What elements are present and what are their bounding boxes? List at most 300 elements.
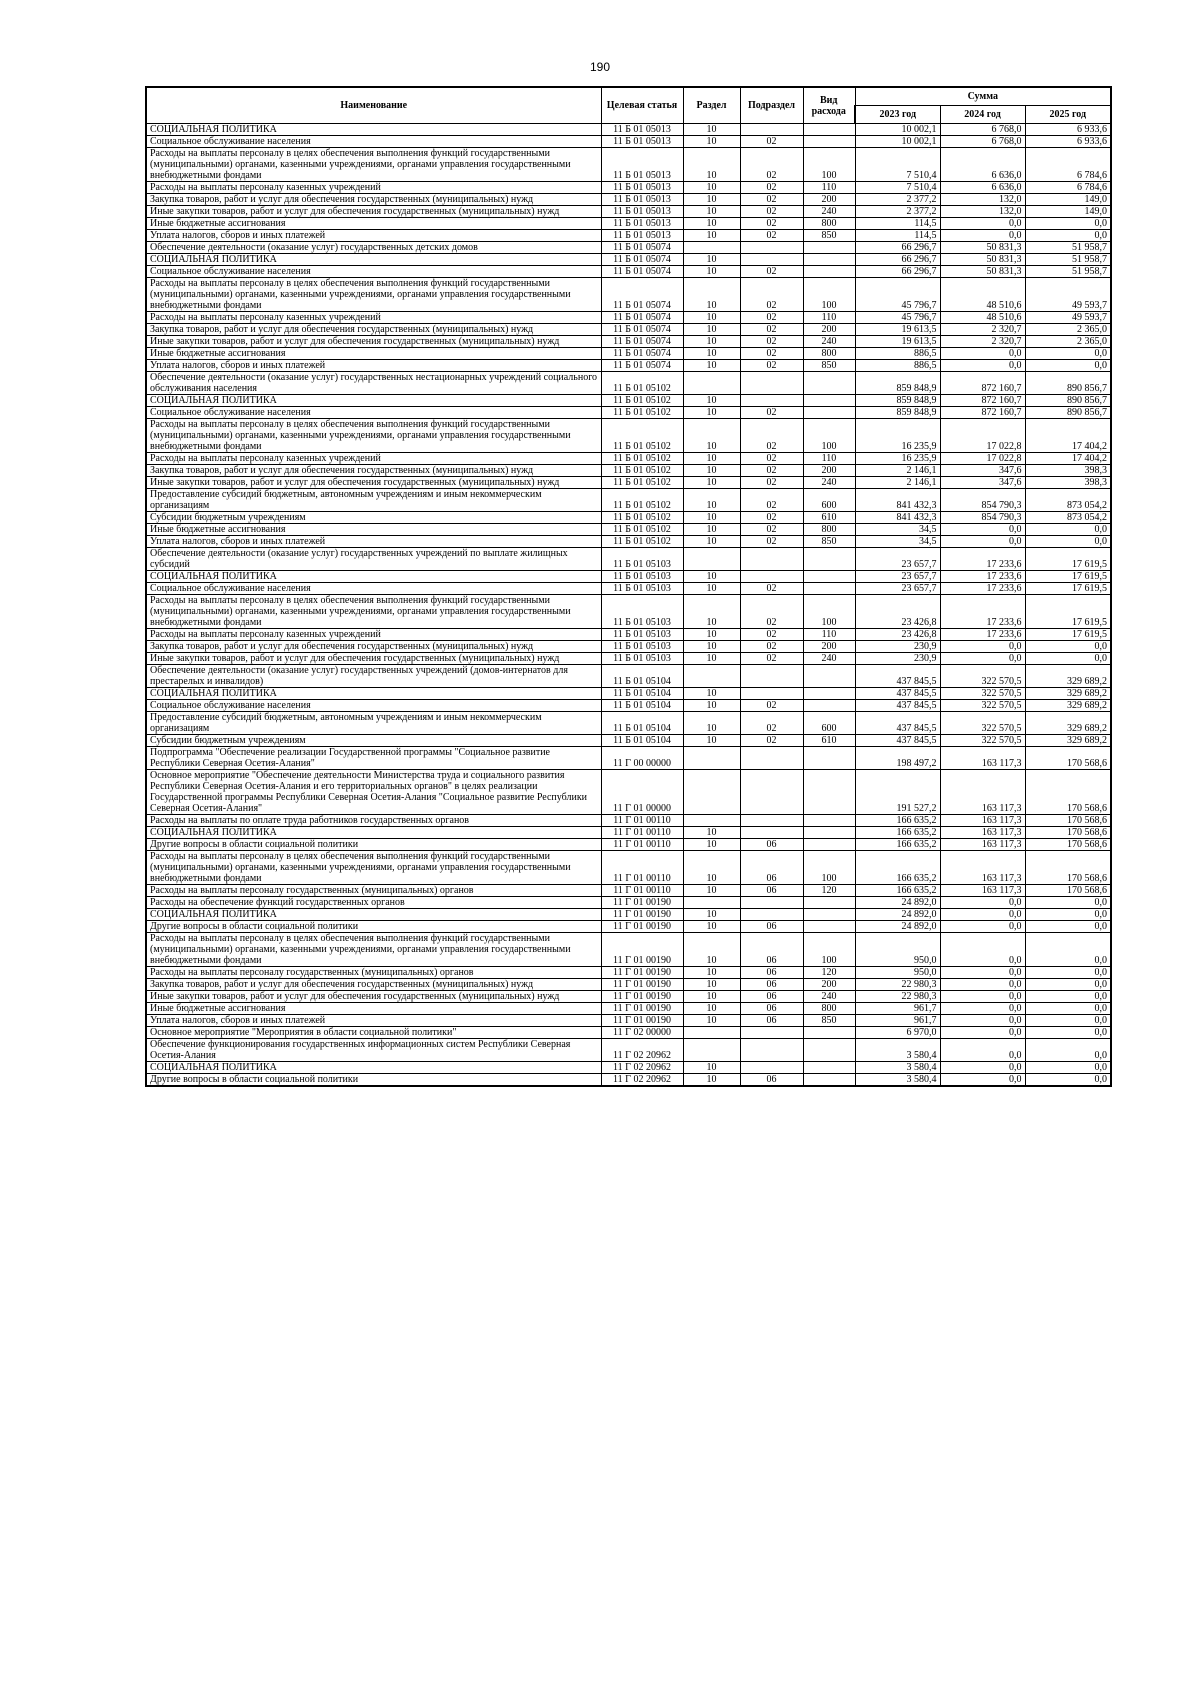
row-sum-2023: 886,5 bbox=[855, 360, 940, 372]
row-name: Предоставление субсидий бюджетным, автономным учреждениям и иным некоммерческим организациям bbox=[146, 712, 601, 735]
table-row bbox=[146, 909, 1111, 921]
row-sum-2023: 10 002,1 bbox=[855, 136, 940, 148]
row-sum-2023: 114,5 bbox=[855, 230, 940, 242]
row-name: Расходы на выплаты персоналу в целях обеспечения выполнения функций государственными (муниципальными) органами, казенными учреждениями, органами управления государственными внебюджетными фондами bbox=[146, 595, 601, 629]
row-expense-type bbox=[803, 1062, 855, 1074]
row-sum-2025: 0,0 bbox=[1025, 524, 1111, 536]
row-expense-type: 600 bbox=[803, 489, 855, 512]
row-section: 10 bbox=[683, 735, 740, 747]
table-row bbox=[146, 1039, 1111, 1062]
row-target-code: 11 Б 01 05104 bbox=[601, 665, 683, 688]
row-section: 10 bbox=[683, 194, 740, 206]
row-sum-2024: 0,0 bbox=[940, 921, 1025, 933]
row-subsection bbox=[740, 242, 803, 254]
row-name: Расходы на выплаты персоналу государственных (муниципальных) органов bbox=[146, 967, 601, 979]
table-row bbox=[146, 194, 1111, 206]
row-subsection: 02 bbox=[740, 712, 803, 735]
table-row bbox=[146, 465, 1111, 477]
row-sum-2025: 890 856,7 bbox=[1025, 395, 1111, 407]
row-name: Расходы на выплаты персоналу в целях обеспечения выполнения функций государственными (муниципальными) органами, казенными учреждениями, органами управления государственными внебюджетными фондами bbox=[146, 933, 601, 967]
row-section bbox=[683, 1039, 740, 1062]
row-expense-type bbox=[803, 372, 855, 395]
row-sum-2025: 398,3 bbox=[1025, 465, 1111, 477]
table-row bbox=[146, 1074, 1111, 1087]
row-name: Закупка товаров, работ и услуг для обеспечения государственных (муниципальных) нужд bbox=[146, 979, 601, 991]
row-target-code: 11 Б 01 05103 bbox=[601, 583, 683, 595]
table-row bbox=[146, 815, 1111, 827]
table-row bbox=[146, 278, 1111, 312]
row-section: 10 bbox=[683, 148, 740, 182]
row-expense-type: 850 bbox=[803, 1015, 855, 1027]
row-target-code: 11 Г 02 20962 bbox=[601, 1074, 683, 1087]
row-subsection: 02 bbox=[740, 512, 803, 524]
row-section bbox=[683, 770, 740, 815]
row-target-code: 11 Б 01 05102 bbox=[601, 536, 683, 548]
row-sum-2025: 6 784,6 bbox=[1025, 182, 1111, 194]
row-section: 10 bbox=[683, 336, 740, 348]
row-expense-type: 850 bbox=[803, 360, 855, 372]
row-sum-2025: 170 568,6 bbox=[1025, 770, 1111, 815]
row-subsection: 06 bbox=[740, 1015, 803, 1027]
row-section bbox=[683, 747, 740, 770]
row-section: 10 bbox=[683, 921, 740, 933]
row-section: 10 bbox=[683, 827, 740, 839]
row-sum-2024: 17 022,8 bbox=[940, 453, 1025, 465]
row-subsection: 06 bbox=[740, 991, 803, 1003]
row-section: 10 bbox=[683, 851, 740, 885]
row-sum-2024: 0,0 bbox=[940, 909, 1025, 921]
row-name: Уплата налогов, сборов и иных платежей bbox=[146, 360, 601, 372]
row-expense-type bbox=[803, 827, 855, 839]
table-row bbox=[146, 967, 1111, 979]
row-expense-type bbox=[803, 665, 855, 688]
row-name: Закупка товаров, работ и услуг для обеспечения государственных (муниципальных) нужд bbox=[146, 324, 601, 336]
row-sum-2025: 890 856,7 bbox=[1025, 372, 1111, 395]
row-sum-2023: 45 796,7 bbox=[855, 312, 940, 324]
row-subsection: 06 bbox=[740, 1003, 803, 1015]
row-expense-type bbox=[803, 1027, 855, 1039]
row-subsection: 02 bbox=[740, 182, 803, 194]
row-sum-2024: 0,0 bbox=[940, 653, 1025, 665]
row-target-code: 11 Б 01 05103 bbox=[601, 548, 683, 571]
row-sum-2025: 0,0 bbox=[1025, 653, 1111, 665]
row-target-code: 11 Г 01 00190 bbox=[601, 967, 683, 979]
row-expense-type: 240 bbox=[803, 336, 855, 348]
row-name: Иные закупки товаров, работ и услуг для обеспечения государственных (муниципальных) нужд bbox=[146, 991, 601, 1003]
row-subsection: 02 bbox=[740, 148, 803, 182]
table-row bbox=[146, 336, 1111, 348]
row-section: 10 bbox=[683, 266, 740, 278]
row-target-code: 11 Б 01 05013 bbox=[601, 136, 683, 148]
table-row bbox=[146, 770, 1111, 815]
row-name: Субсидии бюджетным учреждениям bbox=[146, 735, 601, 747]
row-subsection: 02 bbox=[740, 266, 803, 278]
row-sum-2023: 437 845,5 bbox=[855, 688, 940, 700]
row-section: 10 bbox=[683, 182, 740, 194]
row-sum-2024: 0,0 bbox=[940, 933, 1025, 967]
row-section: 10 bbox=[683, 524, 740, 536]
row-target-code: 11 Б 01 05104 bbox=[601, 712, 683, 735]
row-subsection: 02 bbox=[740, 194, 803, 206]
row-sum-2025: 6 933,6 bbox=[1025, 124, 1111, 136]
row-target-code: 11 Г 01 00110 bbox=[601, 815, 683, 827]
row-subsection: 06 bbox=[740, 921, 803, 933]
row-section: 10 bbox=[683, 489, 740, 512]
row-subsection bbox=[740, 548, 803, 571]
table-row bbox=[146, 1003, 1111, 1015]
row-name: СОЦИАЛЬНАЯ ПОЛИТИКА bbox=[146, 827, 601, 839]
row-subsection bbox=[740, 909, 803, 921]
row-sum-2025: 170 568,6 bbox=[1025, 851, 1111, 885]
row-section: 10 bbox=[683, 407, 740, 419]
row-target-code: 11 Б 01 05074 bbox=[601, 254, 683, 266]
row-sum-2025: 0,0 bbox=[1025, 641, 1111, 653]
row-section: 10 bbox=[683, 453, 740, 465]
row-name: Предоставление субсидий бюджетным, автономным учреждениям и иным некоммерческим организациям bbox=[146, 489, 601, 512]
row-target-code: 11 Б 01 05074 bbox=[601, 324, 683, 336]
row-section: 10 bbox=[683, 700, 740, 712]
row-target-code: 11 Г 00 00000 bbox=[601, 747, 683, 770]
row-sum-2025: 398,3 bbox=[1025, 477, 1111, 489]
row-sum-2023: 961,7 bbox=[855, 1003, 940, 1015]
row-subsection: 02 bbox=[740, 653, 803, 665]
row-target-code: 11 Б 01 05013 bbox=[601, 206, 683, 218]
row-subsection: 02 bbox=[740, 700, 803, 712]
table-row bbox=[146, 747, 1111, 770]
row-name: Обеспечение деятельности (оказание услуг) государственных нестационарных учреждений социального обслуживания населения bbox=[146, 372, 601, 395]
row-sum-2025: 329 689,2 bbox=[1025, 735, 1111, 747]
row-sum-2025: 49 593,7 bbox=[1025, 278, 1111, 312]
row-name: Социальное обслуживание населения bbox=[146, 407, 601, 419]
row-sum-2024: 163 117,3 bbox=[940, 839, 1025, 851]
row-sum-2024: 2 320,7 bbox=[940, 336, 1025, 348]
row-subsection: 06 bbox=[740, 885, 803, 897]
row-sum-2024: 0,0 bbox=[940, 967, 1025, 979]
row-target-code: 11 Б 01 05102 bbox=[601, 524, 683, 536]
table-row bbox=[146, 206, 1111, 218]
row-name: СОЦИАЛЬНАЯ ПОЛИТИКА bbox=[146, 1062, 601, 1074]
row-name: СОЦИАЛЬНАЯ ПОЛИТИКА bbox=[146, 571, 601, 583]
row-sum-2023: 6 970,0 bbox=[855, 1027, 940, 1039]
row-name: Иные закупки товаров, работ и услуг для обеспечения государственных (муниципальных) нужд bbox=[146, 206, 601, 218]
row-sum-2025: 17 404,2 bbox=[1025, 453, 1111, 465]
row-target-code: 11 Г 01 00190 bbox=[601, 991, 683, 1003]
row-target-code: 11 Г 01 00110 bbox=[601, 885, 683, 897]
row-section bbox=[683, 815, 740, 827]
row-sum-2024: 322 570,5 bbox=[940, 712, 1025, 735]
row-name: Социальное обслуживание населения bbox=[146, 136, 601, 148]
row-section: 10 bbox=[683, 312, 740, 324]
row-expense-type: 110 bbox=[803, 182, 855, 194]
header-section: Раздел bbox=[683, 87, 740, 124]
row-sum-2024: 6 768,0 bbox=[940, 124, 1025, 136]
row-expense-type bbox=[803, 124, 855, 136]
table-row bbox=[146, 712, 1111, 735]
row-name: Иные бюджетные ассигнования bbox=[146, 218, 601, 230]
row-subsection: 06 bbox=[740, 967, 803, 979]
row-sum-2025: 0,0 bbox=[1025, 1039, 1111, 1062]
table-row bbox=[146, 182, 1111, 194]
row-sum-2023: 2 146,1 bbox=[855, 465, 940, 477]
table-row bbox=[146, 324, 1111, 336]
row-sum-2024: 17 233,6 bbox=[940, 548, 1025, 571]
row-section: 10 bbox=[683, 1062, 740, 1074]
row-sum-2025: 51 958,7 bbox=[1025, 266, 1111, 278]
row-target-code: 11 Б 01 05013 bbox=[601, 148, 683, 182]
row-sum-2023: 437 845,5 bbox=[855, 700, 940, 712]
row-sum-2024: 0,0 bbox=[940, 1062, 1025, 1074]
row-name: Обеспечение деятельности (оказание услуг) государственных учреждений (домов-интернатов для престарелых и инвалидов) bbox=[146, 665, 601, 688]
row-section: 10 bbox=[683, 465, 740, 477]
row-subsection: 02 bbox=[740, 407, 803, 419]
row-sum-2023: 10 002,1 bbox=[855, 124, 940, 136]
row-subsection: 02 bbox=[740, 218, 803, 230]
row-subsection: 02 bbox=[740, 477, 803, 489]
row-sum-2025: 873 054,2 bbox=[1025, 512, 1111, 524]
row-expense-type bbox=[803, 1074, 855, 1087]
row-subsection bbox=[740, 665, 803, 688]
row-expense-type bbox=[803, 700, 855, 712]
table-row bbox=[146, 641, 1111, 653]
header-2025: 2025 год bbox=[1025, 106, 1111, 124]
row-sum-2024: 0,0 bbox=[940, 1003, 1025, 1015]
header-2023: 2023 год bbox=[855, 106, 940, 124]
table-row bbox=[146, 735, 1111, 747]
row-target-code: 11 Г 01 00000 bbox=[601, 770, 683, 815]
table-row bbox=[146, 839, 1111, 851]
row-name: Социальное обслуживание населения bbox=[146, 700, 601, 712]
row-subsection: 02 bbox=[740, 524, 803, 536]
row-section: 10 bbox=[683, 839, 740, 851]
row-sum-2025: 329 689,2 bbox=[1025, 700, 1111, 712]
row-target-code: 11 Г 01 00190 bbox=[601, 897, 683, 909]
row-subsection: 06 bbox=[740, 851, 803, 885]
row-subsection: 02 bbox=[740, 583, 803, 595]
row-sum-2024: 163 117,3 bbox=[940, 827, 1025, 839]
row-section: 10 bbox=[683, 885, 740, 897]
row-section: 10 bbox=[683, 595, 740, 629]
row-subsection: 02 bbox=[740, 312, 803, 324]
row-name: Иные закупки товаров, работ и услуг для обеспечения государственных (муниципальных) нужд bbox=[146, 336, 601, 348]
row-sum-2023: 23 426,8 bbox=[855, 629, 940, 641]
row-sum-2025: 329 689,2 bbox=[1025, 688, 1111, 700]
row-sum-2025: 0,0 bbox=[1025, 1015, 1111, 1027]
table-row bbox=[146, 827, 1111, 839]
row-section: 10 bbox=[683, 230, 740, 242]
row-target-code: 11 Б 01 05102 bbox=[601, 477, 683, 489]
row-sum-2024: 347,6 bbox=[940, 477, 1025, 489]
table-row bbox=[146, 312, 1111, 324]
row-sum-2024: 322 570,5 bbox=[940, 688, 1025, 700]
row-sum-2024: 0,0 bbox=[940, 897, 1025, 909]
row-sum-2024: 163 117,3 bbox=[940, 885, 1025, 897]
row-sum-2025: 0,0 bbox=[1025, 348, 1111, 360]
table-row bbox=[146, 921, 1111, 933]
row-sum-2025: 2 365,0 bbox=[1025, 336, 1111, 348]
table-row bbox=[146, 524, 1111, 536]
header-sum: Сумма bbox=[855, 87, 1111, 106]
row-sum-2023: 166 635,2 bbox=[855, 839, 940, 851]
row-target-code: 11 Б 01 05074 bbox=[601, 360, 683, 372]
row-expense-type bbox=[803, 770, 855, 815]
row-target-code: 11 Г 01 00110 bbox=[601, 839, 683, 851]
table-row bbox=[146, 254, 1111, 266]
row-sum-2024: 2 320,7 bbox=[940, 324, 1025, 336]
header-subsection: Подраздел bbox=[740, 87, 803, 124]
row-sum-2025: 17 404,2 bbox=[1025, 419, 1111, 453]
row-sum-2024: 6 636,0 bbox=[940, 148, 1025, 182]
row-sum-2025: 0,0 bbox=[1025, 360, 1111, 372]
row-sum-2025: 0,0 bbox=[1025, 933, 1111, 967]
row-name: Расходы на выплаты персоналу в целях обеспечения выполнения функций государственными (муниципальными) органами, казенными учреждениями, органами управления государственными внебюджетными фондами bbox=[146, 148, 601, 182]
row-section: 10 bbox=[683, 1003, 740, 1015]
row-sum-2023: 22 980,3 bbox=[855, 991, 940, 1003]
row-section bbox=[683, 897, 740, 909]
row-expense-type bbox=[803, 909, 855, 921]
row-sum-2025: 49 593,7 bbox=[1025, 312, 1111, 324]
row-name: Социальное обслуживание населения bbox=[146, 266, 601, 278]
row-target-code: 11 Б 01 05104 bbox=[601, 700, 683, 712]
row-sum-2024: 0,0 bbox=[940, 1015, 1025, 1027]
row-target-code: 11 Б 01 05102 bbox=[601, 395, 683, 407]
row-expense-type: 800 bbox=[803, 348, 855, 360]
row-expense-type: 200 bbox=[803, 194, 855, 206]
row-expense-type bbox=[803, 921, 855, 933]
row-sum-2023: 24 892,0 bbox=[855, 909, 940, 921]
header-code: Целевая статья bbox=[601, 87, 683, 124]
row-name: Расходы на обеспечение функций государственных органов bbox=[146, 897, 601, 909]
row-expense-type bbox=[803, 571, 855, 583]
row-subsection bbox=[740, 372, 803, 395]
row-section: 10 bbox=[683, 348, 740, 360]
row-section bbox=[683, 372, 740, 395]
table-row bbox=[146, 991, 1111, 1003]
page-number: 190 bbox=[589, 60, 611, 74]
row-sum-2025: 6 784,6 bbox=[1025, 148, 1111, 182]
row-name: Подпрограмма "Обеспечение реализации Государственной программы "Социальное развитие Республики Северная Осетия-Алания" bbox=[146, 747, 601, 770]
row-name: Иные закупки товаров, работ и услуг для обеспечения государственных (муниципальных) нужд bbox=[146, 477, 601, 489]
row-expense-type: 100 bbox=[803, 278, 855, 312]
row-target-code: 11 Б 01 05102 bbox=[601, 419, 683, 453]
row-section bbox=[683, 665, 740, 688]
table-row bbox=[146, 136, 1111, 148]
row-sum-2024: 163 117,3 bbox=[940, 815, 1025, 827]
row-sum-2023: 22 980,3 bbox=[855, 979, 940, 991]
row-sum-2025: 329 689,2 bbox=[1025, 665, 1111, 688]
row-expense-type: 850 bbox=[803, 230, 855, 242]
row-sum-2024: 48 510,6 bbox=[940, 312, 1025, 324]
row-sum-2023: 859 848,9 bbox=[855, 395, 940, 407]
row-section: 10 bbox=[683, 1074, 740, 1087]
row-sum-2024: 322 570,5 bbox=[940, 665, 1025, 688]
row-section: 10 bbox=[683, 653, 740, 665]
row-subsection bbox=[740, 254, 803, 266]
row-sum-2023: 841 432,3 bbox=[855, 489, 940, 512]
row-sum-2023: 23 657,7 bbox=[855, 583, 940, 595]
row-sum-2025: 0,0 bbox=[1025, 1027, 1111, 1039]
table-row bbox=[146, 348, 1111, 360]
row-section: 10 bbox=[683, 136, 740, 148]
header-type: Вид расхода bbox=[803, 87, 855, 124]
row-sum-2025: 0,0 bbox=[1025, 967, 1111, 979]
row-sum-2025: 17 619,5 bbox=[1025, 595, 1111, 629]
row-sum-2023: 886,5 bbox=[855, 348, 940, 360]
row-sum-2024: 322 570,5 bbox=[940, 735, 1025, 747]
row-expense-type bbox=[803, 266, 855, 278]
table-row bbox=[146, 453, 1111, 465]
row-name: Уплата налогов, сборов и иных платежей bbox=[146, 1015, 601, 1027]
row-subsection bbox=[740, 571, 803, 583]
row-section: 10 bbox=[683, 629, 740, 641]
row-name: Расходы на выплаты персоналу казенных учреждений bbox=[146, 182, 601, 194]
row-sum-2025: 0,0 bbox=[1025, 921, 1111, 933]
row-subsection: 02 bbox=[740, 348, 803, 360]
row-target-code: 11 Г 01 00110 bbox=[601, 827, 683, 839]
table-row bbox=[146, 653, 1111, 665]
row-sum-2024: 0,0 bbox=[940, 348, 1025, 360]
row-target-code: 11 Г 01 00190 bbox=[601, 909, 683, 921]
row-sum-2023: 166 635,2 bbox=[855, 885, 940, 897]
row-expense-type bbox=[803, 395, 855, 407]
row-target-code: 11 Г 02 20962 bbox=[601, 1062, 683, 1074]
row-target-code: 11 Б 01 05103 bbox=[601, 641, 683, 653]
row-expense-type: 240 bbox=[803, 206, 855, 218]
row-name: СОЦИАЛЬНАЯ ПОЛИТИКА bbox=[146, 395, 601, 407]
row-sum-2025: 17 619,5 bbox=[1025, 629, 1111, 641]
row-section: 10 bbox=[683, 254, 740, 266]
row-sum-2025: 149,0 bbox=[1025, 206, 1111, 218]
table-row bbox=[146, 512, 1111, 524]
row-target-code: 11 Б 01 05102 bbox=[601, 453, 683, 465]
row-sum-2025: 170 568,6 bbox=[1025, 885, 1111, 897]
row-name: Обеспечение деятельности (оказание услуг) государственных детских домов bbox=[146, 242, 601, 254]
row-sum-2024: 50 831,3 bbox=[940, 266, 1025, 278]
row-target-code: 11 Б 01 05013 bbox=[601, 182, 683, 194]
row-sum-2023: 166 635,2 bbox=[855, 851, 940, 885]
row-sum-2023: 437 845,5 bbox=[855, 665, 940, 688]
row-sum-2024: 872 160,7 bbox=[940, 395, 1025, 407]
row-sum-2024: 872 160,7 bbox=[940, 372, 1025, 395]
row-sum-2023: 23 657,7 bbox=[855, 571, 940, 583]
row-sum-2024: 17 233,6 bbox=[940, 595, 1025, 629]
row-target-code: 11 Б 01 05013 bbox=[601, 230, 683, 242]
row-expense-type: 800 bbox=[803, 524, 855, 536]
row-subsection: 06 bbox=[740, 933, 803, 967]
row-sum-2024: 163 117,3 bbox=[940, 770, 1025, 815]
row-subsection: 06 bbox=[740, 1074, 803, 1087]
row-sum-2023: 23 426,8 bbox=[855, 595, 940, 629]
row-target-code: 11 Г 01 00190 bbox=[601, 933, 683, 967]
row-subsection bbox=[740, 124, 803, 136]
row-sum-2023: 950,0 bbox=[855, 933, 940, 967]
table-row bbox=[146, 571, 1111, 583]
row-target-code: 11 Б 01 05104 bbox=[601, 688, 683, 700]
table-row bbox=[146, 897, 1111, 909]
row-sum-2025: 51 958,7 bbox=[1025, 242, 1111, 254]
row-sum-2023: 19 613,5 bbox=[855, 324, 940, 336]
table-row bbox=[146, 407, 1111, 419]
table-row bbox=[146, 979, 1111, 991]
row-name: Расходы на выплаты персоналу государственных (муниципальных) органов bbox=[146, 885, 601, 897]
row-name: СОЦИАЛЬНАЯ ПОЛИТИКА bbox=[146, 254, 601, 266]
row-sum-2024: 17 022,8 bbox=[940, 419, 1025, 453]
row-sum-2023: 24 892,0 bbox=[855, 897, 940, 909]
row-sum-2024: 0,0 bbox=[940, 1074, 1025, 1087]
row-expense-type bbox=[803, 688, 855, 700]
row-sum-2023: 166 635,2 bbox=[855, 815, 940, 827]
row-subsection: 02 bbox=[740, 360, 803, 372]
row-target-code: 11 Б 01 05102 bbox=[601, 407, 683, 419]
